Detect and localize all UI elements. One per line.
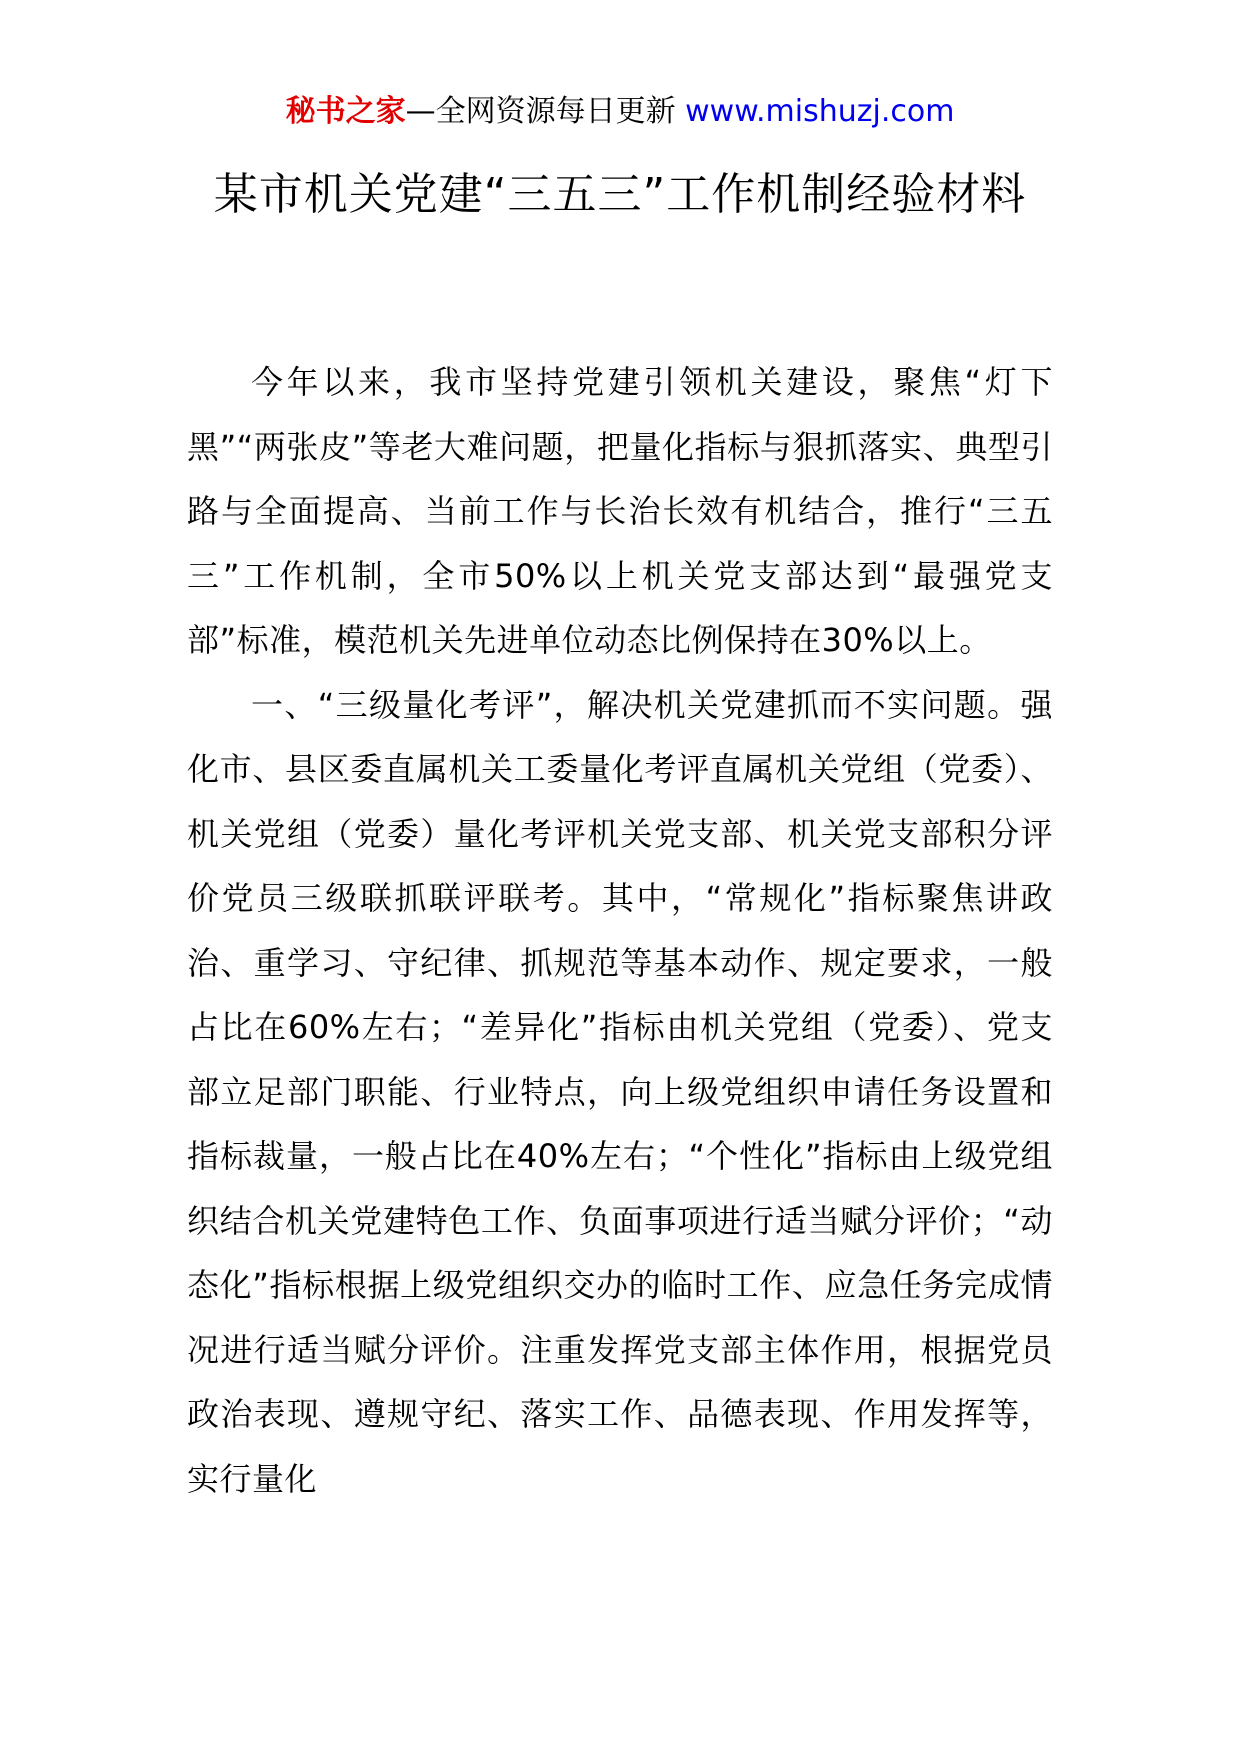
paragraph-intro: 今年以来，我市坚持党建引领机关建设，聚焦“灯下黑”“两张皮”等老大难问题，把量化指标与狠抓落实、典型引路与全面提高、当前工作与长治长效有机结合，推行“三五三”工作机制，全市50%以上机关党支部达到“最强党支部”标准，模范机关先进单位动态比例保持在30%以上。: [187, 363, 1053, 659]
document-body: [187, 350, 1053, 1511]
document-title: 某市机关党建“三五三”工作机制经验材料: [213, 169, 1027, 220]
site-url-link[interactable]: www.mishuzj.com: [685, 94, 955, 129]
site-slogan: —全网资源每日更新: [405, 94, 686, 129]
site-brand: 秘书之家: [285, 94, 406, 129]
site-header: [0, 92, 1240, 132]
paragraph-section-one: 一、“三级量化考评”，解决机关党建抓而不实问题。强化市、县区委直属机关工委量化考评直属机关党组（党委）、机关党组（党委）量化考评机关党支部、机关党支部积分评价党员三级联抓联评联考。其中，“常规化”指标聚焦讲政治、重学习、守纪律、抓规范等基本动作、规定要求，一般占比在60%左右；“差异化”指标由机关党组（党委）、党支部立足部门职能、行业特点，向上级党组织申请任务设置和指标裁量，一般占比在40%左右；“个性化”指标由上级党组织结合机关党建特色工作、负面事项进行适当赋分评价；“动态化”指标根据上级党组织交办的临时工作、应急任务完成情况进行适当赋分评价。注重发挥党支部主体作用，根据党员政治表现、遵规守纪、落实工作、品德表现、作用发挥等，实行量化: [187, 685, 1053, 1498]
